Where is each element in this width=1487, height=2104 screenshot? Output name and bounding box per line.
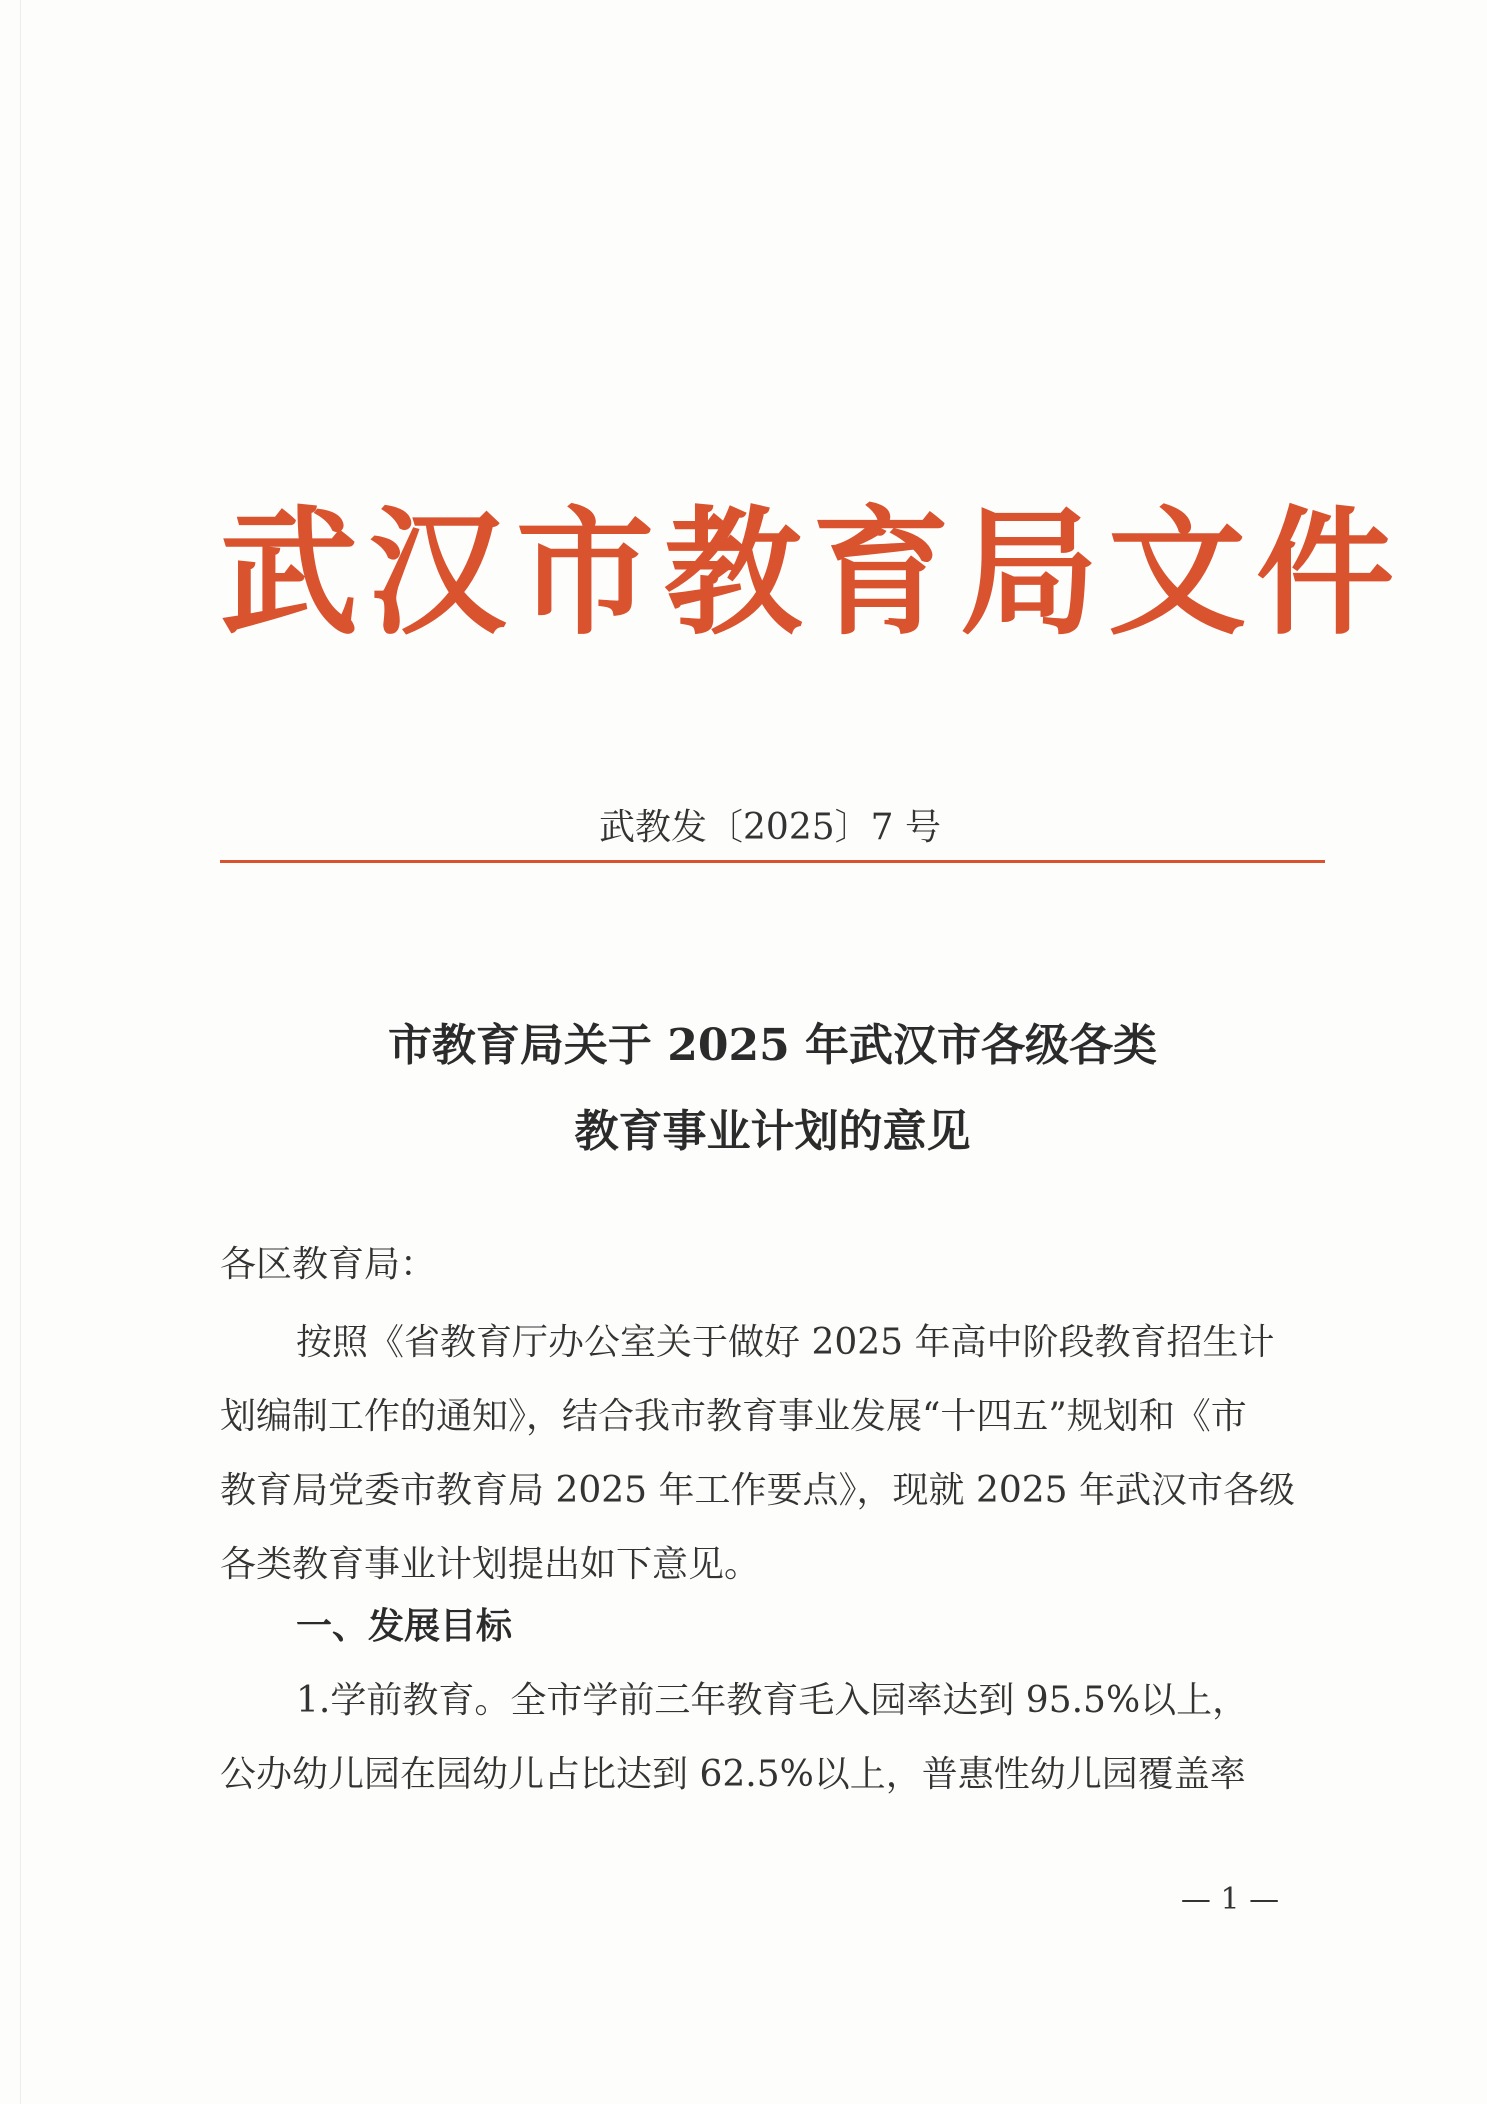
document-title-line1: 市教育局关于 2025 年武汉市各级各类 xyxy=(387,1020,1158,1071)
salutation: 各区教育局： xyxy=(220,1244,437,1285)
red-separator-line xyxy=(220,860,1325,863)
section-heading: 一、发展目标 xyxy=(296,1606,513,1647)
scan-edge-line xyxy=(20,0,21,2104)
masthead-title: 武汉市教育局文件 xyxy=(220,491,1405,654)
paragraph-line: 划编制工作的通知》，结合我市教育事业发展“十四五”规划和《市 xyxy=(220,1396,1247,1437)
paragraph-line: 各类教育事业计划提出如下意见。 xyxy=(220,1544,761,1585)
document-title-line2: 教育事业计划的意见 xyxy=(574,1106,971,1157)
item-line: 公办幼儿园在园幼儿占比达到 62.5%以上，普惠性幼儿园覆盖率 xyxy=(220,1754,1246,1795)
item-line: 1.学前教育。全市学前三年教育毛入园率达到 95.5%以上， xyxy=(296,1680,1249,1721)
page-number: — 1 — xyxy=(1180,1882,1280,1917)
paragraph-line: 按照《省教育厅办公室关于做好 2025 年高中阶段教育招生计 xyxy=(296,1322,1275,1363)
document-number: 武教发〔2025〕7 号 xyxy=(599,807,941,848)
paragraph-line: 教育局党委市教育局 2025 年工作要点》，现就 2025 年武汉市各级 xyxy=(220,1470,1296,1511)
